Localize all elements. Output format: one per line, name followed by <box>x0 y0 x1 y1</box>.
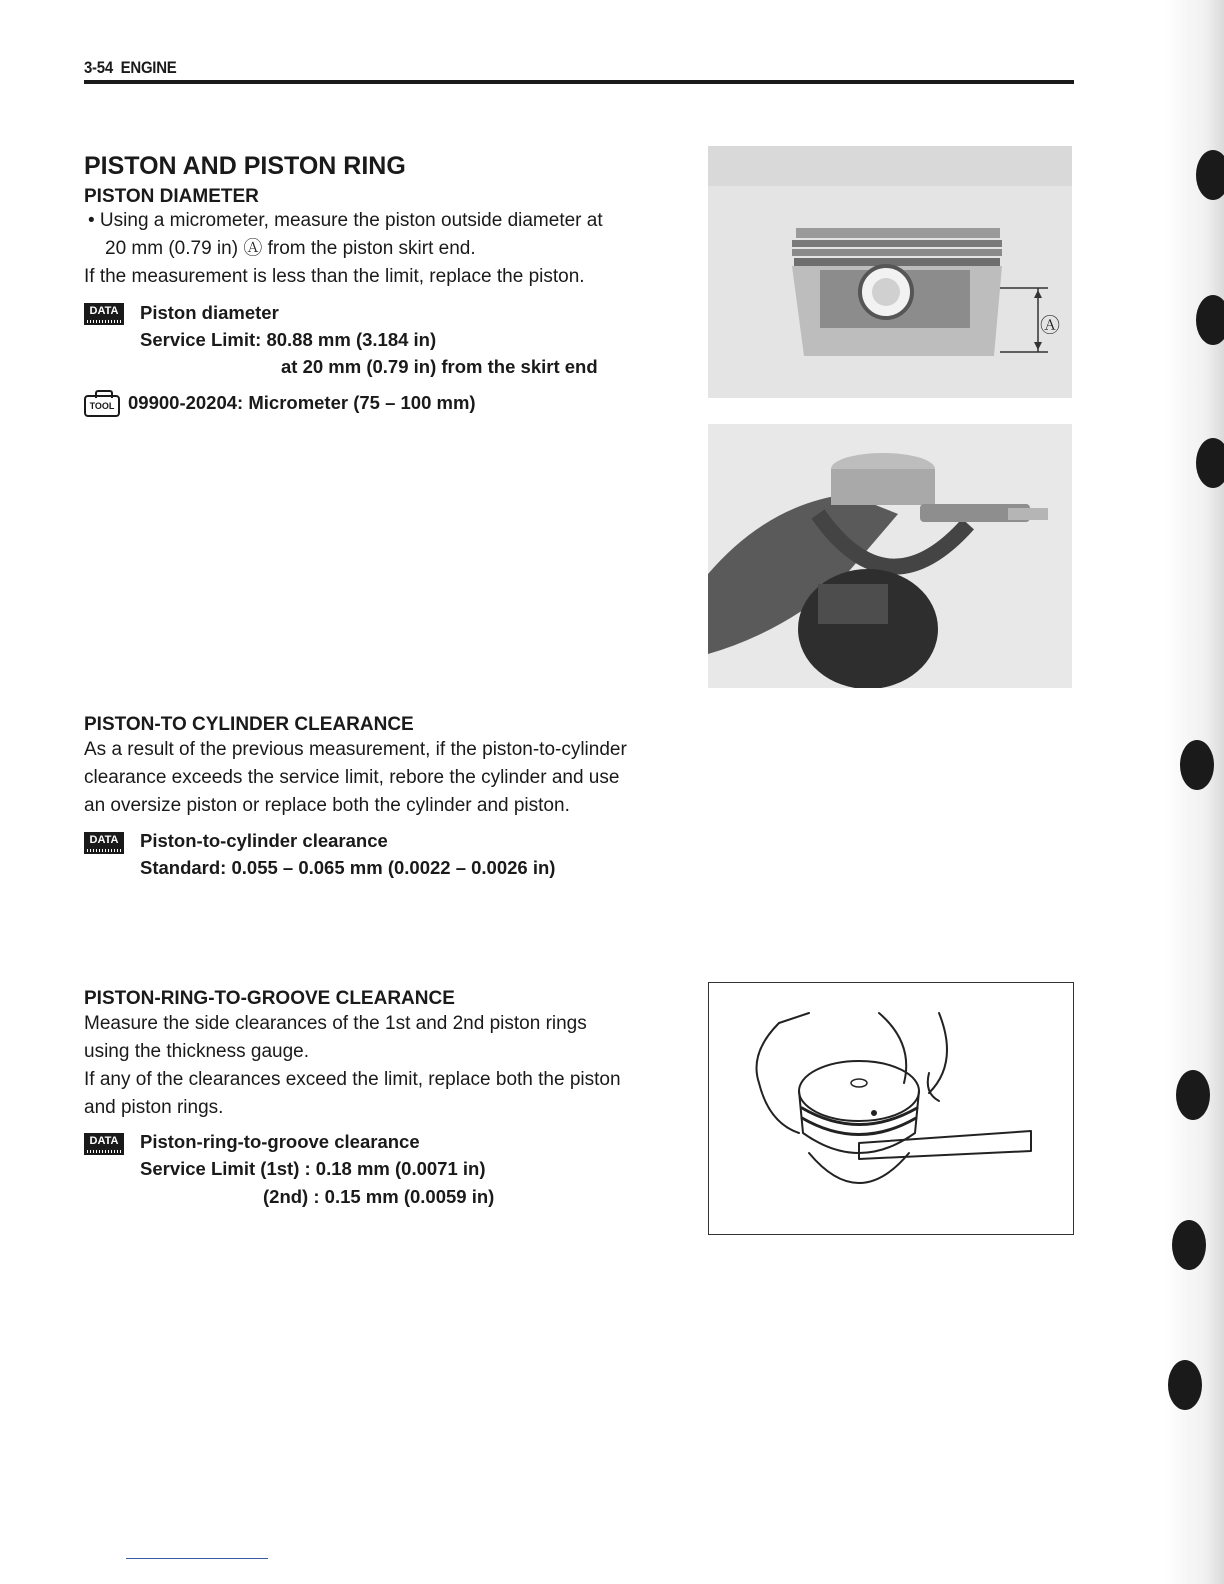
thickness-gauge-illustration <box>708 982 1074 1235</box>
groove-clearance-text-line3: If any of the clearances exceed the limit, replace both the piston <box>84 1069 621 1090</box>
groove-clearance-text-line4: and piston rings. <box>84 1097 224 1118</box>
page-header <box>84 58 176 78</box>
cylinder-clearance-spec-label: Piston-to-cylinder clearance <box>140 830 388 851</box>
piston-diameter-heading: PISTON DIAMETER <box>84 186 259 207</box>
data-badge-icon: DATA <box>84 832 124 854</box>
piston-diameter-step-line1: • Using a micrometer, measure the piston outside diameter at <box>88 210 603 231</box>
groove-clearance-limit-2nd: (2nd) : 0.15 mm (0.0059 in) <box>263 1186 495 1207</box>
groove-clearance-text-line2: using the thickness gauge. <box>84 1041 309 1062</box>
footer-line <box>126 1558 268 1559</box>
cylinder-clearance-text-line2: clearance exceeds the service limit, rebore the cylinder and use <box>84 767 620 788</box>
piston-diameter-step-line2: 20 mm (0.79 in) Ⓐ from the piston skirt end. <box>105 238 476 259</box>
page-title: PISTON AND PISTON RING <box>84 152 406 180</box>
binder-hole <box>1176 1070 1210 1120</box>
groove-clearance-spec-label: Piston-ring-to-groove clearance <box>140 1131 420 1152</box>
binder-hole <box>1196 150 1224 200</box>
binder-hole <box>1196 295 1224 345</box>
piston-side-photo <box>708 146 1072 398</box>
data-badge-icon: DATA <box>84 303 124 325</box>
binder-hole <box>1180 740 1214 790</box>
piston-diameter-service-limit-position: at 20 mm (0.79 in) from the skirt end <box>281 356 598 377</box>
piston-diameter-service-limit: Service Limit: 80.88 mm (3.184 in) <box>140 329 437 350</box>
tool-badge-icon: TOOL <box>84 395 120 417</box>
piston-diameter-note: If the measurement is less than the limit, replace the piston. <box>84 266 585 287</box>
cylinder-clearance-text-line1: As a result of the previous measurement, if the piston-to-cylinder <box>84 739 627 760</box>
piston-diameter-spec-label: Piston diameter <box>140 302 279 323</box>
groove-clearance-limit-1st: Service Limit (1st) : 0.18 mm (0.0071 in) <box>140 1158 486 1179</box>
micrometer-measuring-photo <box>708 424 1072 688</box>
cylinder-clearance-text-line3: an oversize piston or replace both the cylinder and piston. <box>84 795 570 816</box>
groove-clearance-heading: PISTON-RING-TO-GROOVE CLEARANCE <box>84 988 455 1009</box>
page-edge-shadow <box>1164 0 1224 1584</box>
binder-hole <box>1196 438 1224 488</box>
section-name: ENGINE <box>120 58 177 77</box>
binder-hole <box>1172 1220 1206 1270</box>
groove-clearance-text-line1: Measure the side clearances of the 1st and 2nd piston rings <box>84 1013 587 1034</box>
cylinder-clearance-heading: PISTON-TO CYLINDER CLEARANCE <box>84 714 414 735</box>
page-number: 3-54 <box>84 58 113 77</box>
data-badge-icon: DATA <box>84 1133 124 1155</box>
cylinder-clearance-standard: Standard: 0.055 – 0.065 mm (0.0022 – 0.0026 in) <box>140 857 556 878</box>
header-rule <box>84 80 1074 84</box>
special-tool: 09900-20204: Micrometer (75 – 100 mm) <box>128 392 476 413</box>
binder-hole <box>1168 1360 1202 1410</box>
dimension-marker-a: Ⓐ <box>1040 315 1060 337</box>
